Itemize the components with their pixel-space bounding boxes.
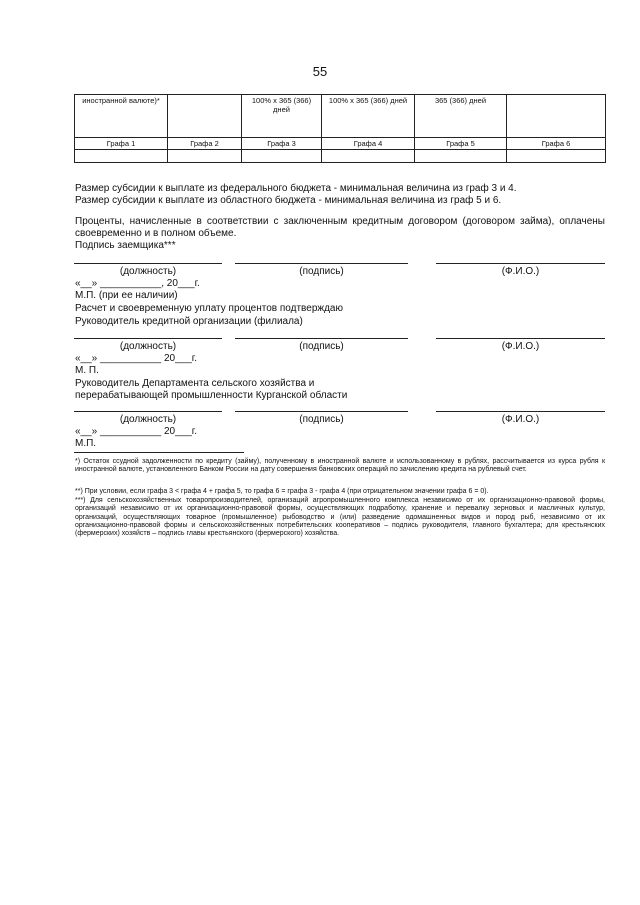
fio-line-3[interactable]: [436, 411, 605, 412]
data-cell-1[interactable]: [75, 150, 168, 163]
header-cell-5: 365 (366) дней: [415, 95, 507, 138]
position-line-2[interactable]: [74, 338, 222, 339]
table-empty-row: [75, 150, 606, 163]
fio-label-2: (Ф.И.О.): [501, 341, 540, 352]
interest-paid-text: Проценты, начисленные в соответствии с заключенным кредитным договором (договором займа), оплачены своевременно и в полном объеме.: [75, 216, 605, 239]
footnote-separator: [74, 452, 244, 453]
stamp-label-2: М. П.: [75, 365, 99, 376]
footnote-3: ***) Для сельскохозяйственных товаропроизводителей, организаций агропромышленного комплекса независимо от их организационно-правовой формы, организаций независимо от их организационно-правовой формы, осуществляющих подработку, хранение и перевалку зерновых и масличных культур, организаций, осуществляющих товарное (промышленное) рыбоводство и (или) разведение одомашненных видов и пород рыб, независимо от их организационно-правовой формы и сельскохозяйственных потребительских кооперативов – подпись руководителя, главного бухгалтера; для крестьянских (фермерских) хозяйств – подпись главы крестьянского (фермерского) хозяйства.: [75, 497, 605, 538]
header-cell-2: [168, 95, 242, 138]
fio-line-1[interactable]: [436, 263, 605, 264]
stamp-label-1: М.П. (при ее наличии): [75, 290, 178, 301]
position-label-2: (должность): [119, 341, 177, 352]
fio-label-1: (Ф.И.О.): [501, 266, 540, 277]
signature-label-1: (подпись): [299, 266, 344, 277]
column-label-5: Графа 5: [415, 138, 507, 150]
bank-head-text: Руководитель кредитной организации (филиала): [75, 316, 303, 327]
department-name-text: перерабатывающей промышленности Курганской области: [75, 390, 348, 401]
borrower-signature-label: Подпись заемщика***: [75, 240, 176, 251]
column-label-4: Графа 4: [322, 138, 415, 150]
fio-label-3: (Ф.И.О.): [501, 414, 540, 425]
signature-line-3[interactable]: [235, 411, 408, 412]
department-head-text: Руководитель Департамента сельского хозяйства и: [75, 378, 315, 389]
date-field-1: «__» ___________, 20___г.: [75, 278, 200, 289]
confirm-payment-text: Расчет и своевременную уплату процентов подтверждаю: [75, 303, 343, 314]
table-header-row: [75, 95, 606, 138]
signature-label-3: (подпись): [299, 414, 344, 425]
column-label-1: Графа 1: [75, 138, 168, 150]
position-line-3[interactable]: [74, 411, 222, 412]
position-label-3: (должность): [119, 414, 177, 425]
column-label-2: Графа 2: [168, 138, 242, 150]
signature-label-2: (подпись): [299, 341, 344, 352]
header-cell-6: [507, 95, 606, 138]
subsidy-federal-text: Размер субсидии к выплате из федерального бюджета - минимальная величина из граф 3 и 4.: [75, 183, 517, 194]
footnote-1: *) Остаток ссудной задолженности по кредиту (займу), полученному в иностранной валюте и использованному в рублях, рассчитывается из курса рубля к иностранной валюте, установленного Банком России на дату совершения банковских операций по зачислению кредита на рублевый счет.: [75, 458, 605, 474]
subsidy-table: [74, 94, 606, 163]
table-columns-row: [75, 138, 606, 150]
date-field-2: «__» ___________ 20___г.: [75, 353, 197, 364]
header-cell-3: 100% x 365 (366) дней: [242, 95, 322, 138]
header-cell-4: 100% x 365 (366) дней: [322, 95, 415, 138]
position-label-1: (должность): [119, 266, 177, 277]
data-cell-3[interactable]: [242, 150, 322, 163]
page-number: 55: [312, 64, 328, 79]
subsidy-regional-text: Размер субсидии к выплате из областного бюджета - минимальная величина из граф 5 и 6.: [75, 195, 502, 206]
date-field-3: «__» ___________ 20___г.: [75, 426, 197, 437]
position-line-1[interactable]: [74, 263, 222, 264]
signature-line-1[interactable]: [235, 263, 408, 264]
stamp-label-3: М.П.: [75, 438, 97, 449]
data-cell-2[interactable]: [168, 150, 242, 163]
footnote-2: **) При условии, если графа 3 < графа 4 + графа 5, то графа 6 = графа 3 - графа 4 (при отрицательном значении графа 6 = 0).: [75, 488, 489, 495]
data-cell-4[interactable]: [322, 150, 415, 163]
column-label-6: Графа 6: [507, 138, 606, 150]
header-cell-1: иностранной валюте)*: [75, 95, 168, 138]
data-cell-6[interactable]: [507, 150, 606, 163]
signature-line-2[interactable]: [235, 338, 408, 339]
fio-line-2[interactable]: [436, 338, 605, 339]
column-label-3: Графа 3: [242, 138, 322, 150]
data-cell-5[interactable]: [415, 150, 507, 163]
